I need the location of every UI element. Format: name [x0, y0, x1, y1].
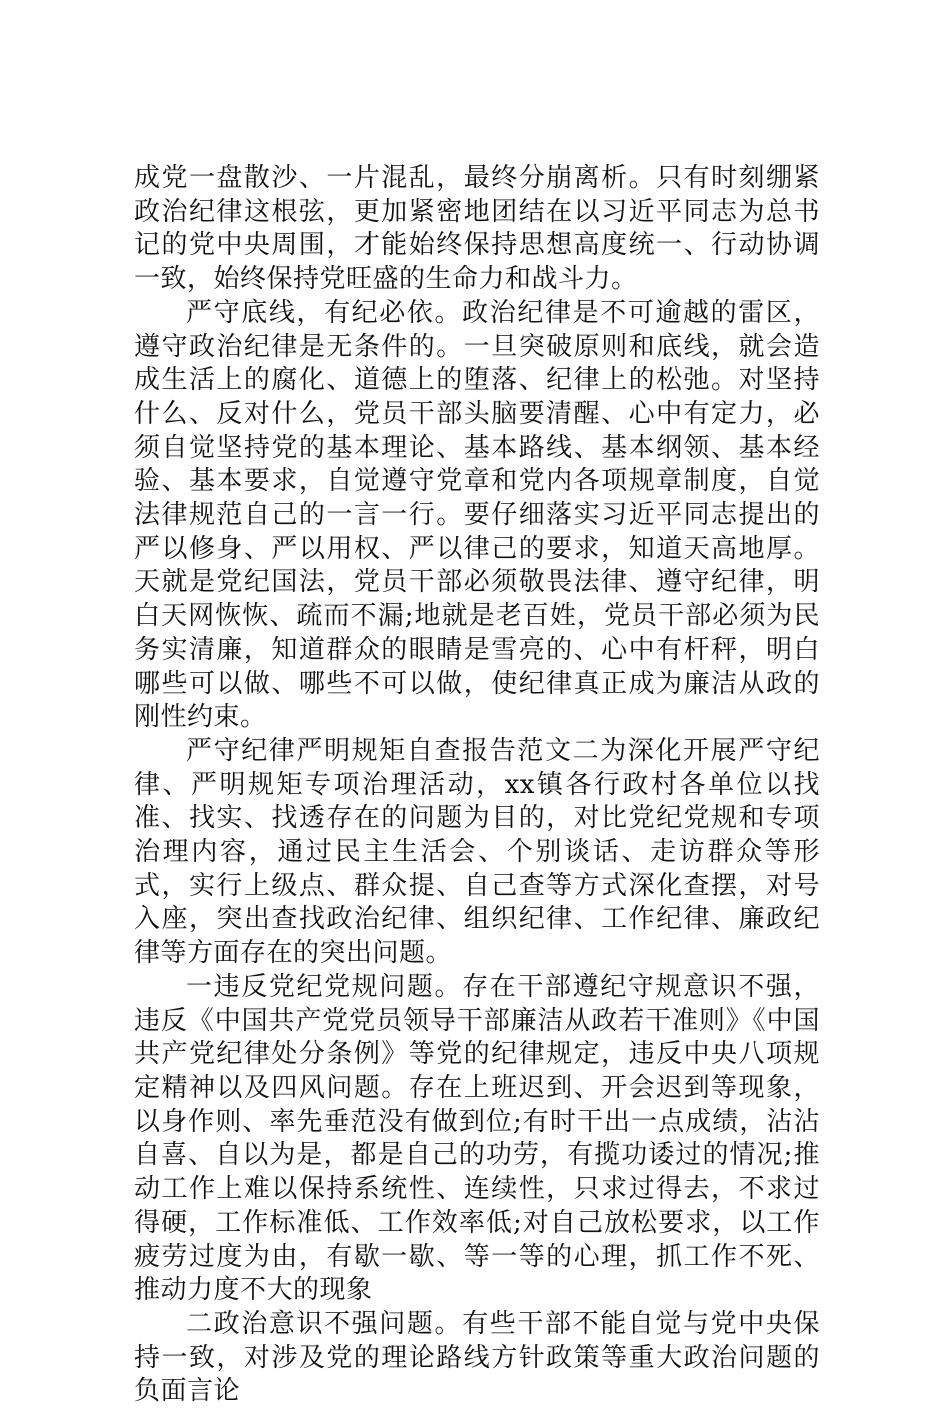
paragraph-4: 一违反党纪党规问题。存在干部遵纪守规意识不强，违反《中国共产党党员领导干部廉洁从政若干准则》《中国共产党纪律处分条例》等党的纪律规定，违反中央八项规定精神以及四风问题。存在上班迟到、开会迟到等现象，以身作则、率先垂范没有做到位;有时干出一点成绩，沾沾自喜、自以为是，都是自己的功劳，有揽功诿过的情况;推动工作上难以保持系统性、连续性，只求过得去，不求过得硬，工作标准低、工作效率低;对自己放松要求，以工作疲劳过度为由，有歇一歇、等一等的心理，抓工作不死、推动力度不大的现象	[134, 971, 820, 1306]
paragraph-1: 成党一盘散沙、一片混乱，最终分崩离析。只有时刻绷紧政治纪律这根弦，更加紧密地团结在以习近平同志为总书记的党中央周围，才能始终保持思想高度统一、行动协调一致，始终保持党旺盛的生命力和战斗力。	[134, 163, 820, 295]
document-body	[134, 162, 820, 1409]
paragraph-3: 严守纪律严明规矩自查报告范文二为深化开展严守纪律、严明规矩专项治理活动，xx镇各行政村各单位以找准、找实、找透存在的问题为目的，对比党纪党规和专项治理内容，通过民主生活会、个别谈话、走访群众等形式，实行上级点、群众提、自己查等方式深化查摆，对号入座，突出查找政治纪律、组织纪律、工作纪律、廉政纪律等方面存在的突出问题。	[134, 735, 820, 969]
paragraph-5: 二政治意识不强问题。有些干部不能自觉与党中央保持一致，对涉及党的理论路线方针政策等重大政治问题的负面言论	[134, 1308, 820, 1407]
paragraph-2: 严守底线，有纪必依。政治纪律是不可逾越的雷区，遵守政治纪律是无条件的。一旦突破原则和底线，就会造成生活上的腐化、道德上的堕落、纪律上的松弛。对坚持什么、反对什么，党员干部头脑要清醒、心中有定力，必须自觉坚持党的基本理论、基本路线、基本纲领、基本经验、基本要求，自觉遵守党章和党内各项规章制度，自觉法律规范自己的一言一行。要仔细落实习近平同志提出的严以修身、严以用权、严以律己的要求，知道天高地厚。天就是党纪国法，党员干部必须敬畏法律、遵守纪律，明白天网恢恢、疏而不漏;地就是老百姓，党员干部必须为民务实清廉，知道群众的眼睛是雪亮的、心中有杆秤，明白哪些可以做、哪些不可以做，使纪律真正成为廉洁从政的刚性约束。	[134, 297, 820, 733]
